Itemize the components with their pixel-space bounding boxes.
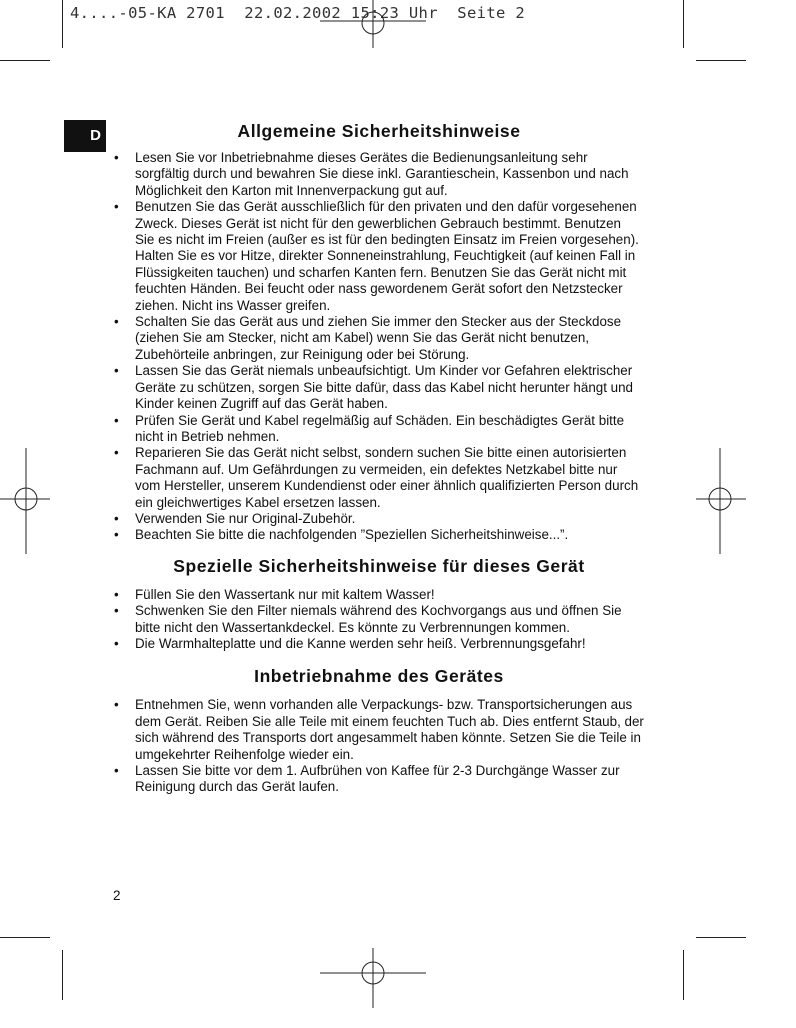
list-item-text: Prüfen Sie Gerät und Kabel regelmäßig auf Schäden. Ein beschädigtes Gerät bitte nicht in Betrieb nehmen. [135, 412, 625, 444]
bullet-icon: • [114, 527, 119, 543]
bullet-icon: • [114, 510, 119, 526]
crop-mark-top-left-v [62, 0, 63, 48]
list-item [114, 511, 644, 527]
list-item-text: Verwenden Sie nur Original-Zubehör. [135, 510, 356, 526]
list-item [114, 445, 644, 511]
language-tab: D [64, 120, 106, 152]
list-item-text: Füllen Sie den Wassertank nur mit kaltem Wasser! [135, 586, 435, 602]
list-item-text: Beachten Sie bitte die nachfolgenden ”Speziellen Sicherheitshinweise...”. [135, 527, 569, 543]
bullet-icon: • [114, 412, 119, 428]
crop-mark-bottom-right-h [696, 937, 746, 938]
section-title-first-use: Inbetriebnahme des Gerätes [254, 666, 504, 687]
bullet-icon: • [114, 150, 119, 165]
list-item-text: Lassen Sie bitte vor dem 1. Aufbrühen von Kaffee für 2-3 Durchgänge Wasser zur Reinigung durch das Gerät laufen. [135, 763, 620, 795]
list-item-text: Lesen Sie vor Inbetriebnahme dieses Gerätes die Bedienungsanleitung sehr sorgfältig durch und bewahren Sie diese inkl. Garantieschein, Kassenbon und nach Möglichkeit den Karton mit Innenverpackung gut auf. [135, 150, 629, 198]
bullet-icon: • [114, 635, 119, 651]
registration-mark-left-icon [0, 448, 50, 554]
list-item [114, 413, 644, 446]
list-item [114, 314, 644, 363]
bullet-icon: • [114, 697, 119, 713]
registration-mark-bottom-icon [320, 948, 426, 1008]
crop-mark-top-right-h [696, 60, 746, 61]
list-item [114, 527, 644, 543]
list-item-text: Entnehmen Sie, wenn vorhanden alle Verpackungs- bzw. Transportsicherungen aus dem Gerät. Reiben Sie alle Teile mit einem feuchten Tuch ab. Dies entfernt Staub, der sich während des Transports dort angesammelt haben könnte. Setzen Sie die Teile in umgekehrter Reihenfolge wieder ein. [135, 697, 644, 762]
list-item [114, 763, 644, 796]
print-header: 4....-05-KA 2701 22.02.2002 15:23 Uhr Seite 2 [70, 4, 526, 22]
list-item [114, 603, 644, 636]
registration-mark-right-icon [696, 448, 746, 554]
bullet-icon: • [114, 586, 119, 602]
list-item-text: Schalten Sie das Gerät aus und ziehen Sie immer den Stecker aus der Steckdose (ziehen Sie am Stecker, nicht am Kabel) wenn Sie das Gerät nicht benutzen, Zubehörteile anbringen, zur Reinigung oder bei Störung. [135, 314, 622, 362]
page-number: 2 [113, 888, 121, 903]
list-item [114, 697, 644, 763]
list-item-text: Benutzen Sie das Gerät ausschließlich für den privaten und den dafür vorgesehenen Zweck. Dieses Gerät ist nicht für den gewerblichen Gebrauch bestimmt. Benutzen Sie es nicht im Freien (außer es ist für den bedingten Einsatz im Freien vorgesehen). Halten Sie es vor Hitze, direkter Sonneneinstrahlung, Feuchtigkeit (auf keinen Fall in Flüssigkeiten tauchen) und scharfen Kanten fern. Benutzen Sie das Gerät nicht mit feuchten Händen. Bei feucht oder nass gewordenem Gerät sofort den Netzstecker ziehen. Nicht ins Wasser greifen. [135, 199, 639, 313]
list-item [114, 636, 644, 652]
crop-mark-bottom-left-h [0, 937, 50, 938]
bullet-icon: • [114, 363, 119, 379]
list-item [114, 363, 644, 412]
first-use-list [114, 697, 644, 795]
bullet-icon: • [114, 603, 119, 619]
section-title-general-safety: Allgemeine Sicherheitshinweise [237, 121, 521, 141]
list-item-text: Reparieren Sie das Gerät nicht selbst, sondern suchen Sie bitte einen autorisierten Fachmann auf. Um Gefährdungen zu vermeiden, ein defektes Netzkabel bitte nur vom Hersteller, unserem Kundendienst oder einer ähnlich qualifizierten Person durch ein gleichwertiges Kabel ersetzen lassen. [135, 445, 639, 510]
bullet-icon: • [114, 445, 119, 461]
crop-mark-bottom-left-v [62, 950, 63, 1000]
bullet-icon: • [114, 314, 119, 330]
section-title-special-safety: Spezielle Sicherheitshinweise für dieses Gerät [173, 555, 585, 576]
crop-mark-bottom-right-v [683, 950, 684, 1000]
list-item [114, 150, 644, 199]
general-safety-list [114, 150, 644, 544]
list-item [114, 587, 644, 603]
registration-mark-top-icon [320, 0, 426, 50]
bullet-icon: • [114, 199, 119, 215]
list-item-text: Die Warmhalteplatte und die Kanne werden sehr heiß. Verbrennungsgefahr! [135, 635, 586, 651]
list-item-text: Lassen Sie das Gerät niemals unbeaufsichtigt. Um Kinder vor Gefahren elektrischer Geräte zu schützen, sorgen Sie bitte dafür, dass das Kabel nicht herunter hängt und Kinder keinen Zugriff auf das Gerät haben. [135, 363, 634, 412]
list-item [114, 199, 644, 314]
crop-mark-top-left-h [0, 60, 50, 61]
special-safety-list [114, 587, 644, 653]
main-content [114, 120, 644, 796]
crop-mark-top-right-v [683, 0, 684, 48]
bullet-icon: • [114, 763, 119, 778]
list-item-text: Schwenken Sie den Filter niemals während des Kochvorgangs aus und öffnen Sie bitte nicht den Wassertankdeckel. Es könnte zu Verbrennungen kommen. [135, 603, 622, 635]
